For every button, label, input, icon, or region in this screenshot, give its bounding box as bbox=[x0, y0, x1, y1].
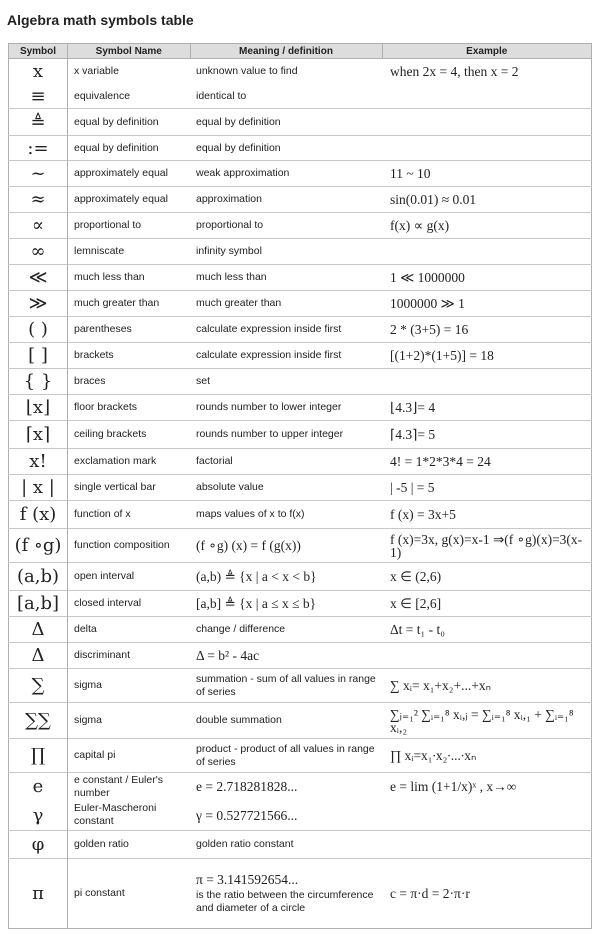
symbol-cell-text: φ bbox=[31, 834, 45, 855]
name-cell-text: floor brackets bbox=[74, 401, 138, 413]
example-cell bbox=[382, 161, 592, 187]
name-cell bbox=[68, 501, 191, 529]
symbol-cell bbox=[9, 773, 68, 801]
symbol-cell-text: Δ bbox=[31, 645, 45, 666]
name-cell bbox=[68, 801, 191, 831]
name-cell-text: brackets bbox=[74, 349, 114, 361]
meaning-cell-text: equal by definition bbox=[196, 141, 281, 154]
example-cell-text: ∑ xᵢ= x₁+x₂+...+xₙ bbox=[390, 678, 491, 693]
name-cell bbox=[68, 109, 191, 136]
example-cell bbox=[382, 421, 592, 449]
name-cell-text: parentheses bbox=[74, 323, 132, 335]
name-cell bbox=[68, 369, 191, 395]
name-cell-text: capital pi bbox=[74, 749, 116, 761]
example-cell bbox=[382, 291, 592, 317]
symbol-cell bbox=[9, 643, 68, 669]
table-row bbox=[9, 239, 592, 265]
name-cell-text: sigma bbox=[74, 679, 103, 691]
name-cell bbox=[68, 187, 191, 213]
symbol-cell-text: ≫ bbox=[28, 293, 48, 314]
symbol-cell-text: x! bbox=[29, 451, 47, 472]
symbol-cell bbox=[9, 136, 68, 161]
example-cell bbox=[382, 529, 592, 563]
example-cell-text: 1000000 ≫ 1 bbox=[390, 296, 465, 311]
name-cell bbox=[68, 343, 191, 369]
example-cell-text: f(x) ∝ g(x) bbox=[390, 218, 450, 233]
symbol-cell bbox=[9, 831, 68, 859]
symbol-cell-text: ( ) bbox=[28, 319, 48, 340]
name-cell bbox=[68, 317, 191, 343]
table-row bbox=[9, 449, 592, 475]
example-cell bbox=[382, 343, 592, 369]
meaning-cell bbox=[190, 187, 382, 213]
symbol-cell-text: ≜ bbox=[30, 111, 46, 133]
meaning-cell bbox=[190, 161, 382, 187]
example-cell bbox=[382, 501, 592, 529]
table-row bbox=[9, 501, 592, 529]
example-cell bbox=[382, 773, 592, 801]
table-row bbox=[9, 773, 592, 801]
example-cell bbox=[382, 395, 592, 421]
example-cell bbox=[382, 859, 592, 929]
symbol-cell bbox=[9, 739, 68, 773]
example-cell bbox=[382, 617, 592, 643]
table-row bbox=[9, 421, 592, 449]
meaning-cell bbox=[190, 109, 382, 136]
meaning-cell-text: maps values of x to f(x) bbox=[196, 508, 305, 520]
name-cell-text: golden ratio bbox=[74, 838, 129, 850]
meaning-cell bbox=[190, 529, 382, 563]
example-cell bbox=[382, 801, 592, 831]
symbol-cell bbox=[9, 265, 68, 291]
example-cell-text: [(1+2)*(1+5)] = 18 bbox=[390, 348, 494, 363]
name-cell-text: pi constant bbox=[74, 887, 125, 899]
example-cell bbox=[382, 643, 592, 669]
example-cell-text: ∑ⱼ₌₁² ∑ᵢ₌₁⁸ xᵢ,ⱼ = ∑ᵢ₌₁⁸ xᵢ,₁ + ∑ᵢ₌₁⁸ xᵢ,₂ bbox=[390, 706, 574, 735]
header-example: Example bbox=[382, 44, 592, 59]
example-cell bbox=[382, 475, 592, 501]
header-symbol: Symbol bbox=[9, 44, 68, 59]
symbol-cell bbox=[9, 501, 68, 529]
table-row bbox=[9, 591, 592, 617]
name-cell bbox=[68, 563, 191, 591]
symbol-cell bbox=[9, 395, 68, 421]
symbol-cell-text: e bbox=[32, 776, 44, 798]
name-cell bbox=[68, 291, 191, 317]
example-cell bbox=[382, 831, 592, 859]
meaning-cell bbox=[190, 739, 382, 773]
meaning-cell bbox=[190, 239, 382, 265]
example-cell bbox=[382, 739, 592, 773]
meaning-cell bbox=[190, 449, 382, 475]
name-cell-text: closed interval bbox=[74, 597, 142, 609]
name-cell bbox=[68, 703, 191, 739]
name-cell bbox=[68, 421, 191, 449]
meaning-cell-text: unknown value to find bbox=[196, 65, 298, 78]
symbol-cell bbox=[9, 801, 68, 831]
table-row bbox=[9, 859, 592, 929]
meaning-cell bbox=[190, 773, 382, 801]
example-cell bbox=[382, 59, 592, 85]
example-cell bbox=[382, 109, 592, 136]
name-cell-text: x variable bbox=[74, 65, 119, 78]
name-cell-text: approximately equal bbox=[74, 167, 168, 179]
symbol-cell-text: γ bbox=[32, 804, 44, 826]
meaning-cell bbox=[190, 859, 382, 929]
table-row bbox=[9, 739, 592, 773]
name-cell-text: function of x bbox=[74, 508, 131, 520]
example-cell-text: ⌈4.3⌉= 5 bbox=[390, 427, 436, 442]
table-row bbox=[9, 801, 592, 831]
symbol-cell-text: ≡ bbox=[30, 85, 46, 107]
example-cell-text: c = π·d = 2·π·r bbox=[390, 886, 470, 901]
name-cell-text: Euler-Mascheroni constant bbox=[74, 802, 157, 828]
meaning-cell bbox=[190, 563, 382, 591]
name-cell bbox=[68, 213, 191, 239]
example-cell bbox=[382, 449, 592, 475]
table-row bbox=[9, 475, 592, 501]
meaning-cell bbox=[190, 501, 382, 529]
meaning-cell-text: (f ∘g) (x) = f (g(x)) bbox=[196, 538, 301, 553]
name-cell bbox=[68, 265, 191, 291]
meaning-cell-text: golden ratio constant bbox=[196, 838, 294, 850]
symbol-cell-text: ∝ bbox=[31, 215, 45, 236]
name-cell bbox=[68, 859, 191, 929]
table-row bbox=[9, 831, 592, 859]
meaning-cell-text: Δ = b² - 4ac bbox=[196, 648, 260, 663]
meaning-cell-text: factorial bbox=[196, 455, 233, 467]
meaning-cell-text: weak approximation bbox=[196, 167, 290, 179]
meaning-cell bbox=[190, 475, 382, 501]
symbol-cell bbox=[9, 529, 68, 563]
example-cell bbox=[382, 369, 592, 395]
symbol-cell-text: [ ] bbox=[28, 345, 48, 366]
symbol-cell bbox=[9, 161, 68, 187]
example-cell bbox=[382, 239, 592, 265]
header-name: Symbol Name bbox=[68, 44, 191, 59]
example-cell-text: sin(0.01) ≈ 0.01 bbox=[390, 192, 477, 207]
meaning-cell bbox=[190, 59, 382, 85]
name-cell-text: approximately equal bbox=[74, 193, 168, 205]
example-cell bbox=[382, 187, 592, 213]
meaning-cell-text: approximation bbox=[196, 193, 262, 205]
symbol-cell-text: (f ∘g) bbox=[14, 535, 62, 556]
example-cell-text: x ∈ [2,6] bbox=[390, 596, 442, 611]
symbol-cell-text: ∞ bbox=[30, 241, 46, 262]
symbol-cell bbox=[9, 475, 68, 501]
example-cell-text: ∏ xᵢ=x₁∙x₂∙...∙xₙ bbox=[390, 748, 477, 763]
example-cell-text: 4! = 1*2*3*4 = 24 bbox=[390, 454, 491, 469]
table-row bbox=[9, 136, 592, 161]
example-cell-text: Δt = t₁ - t₀ bbox=[390, 622, 445, 637]
symbol-cell-text: ∑∑ bbox=[25, 710, 51, 731]
meaning-cell-text: identical to bbox=[196, 89, 247, 102]
table-row bbox=[9, 617, 592, 643]
symbol-cell bbox=[9, 563, 68, 591]
symbol-cell-text: (a,b) bbox=[16, 566, 60, 587]
example-cell bbox=[382, 669, 592, 703]
table-row bbox=[9, 291, 592, 317]
name-cell-text: function composition bbox=[74, 539, 170, 551]
name-cell bbox=[68, 529, 191, 563]
name-cell-text: e constant / Euler's number bbox=[74, 773, 163, 799]
example-cell-text: | -5 | = 5 bbox=[390, 480, 435, 495]
example-cell-text: ⌊4.3⌋= 4 bbox=[390, 400, 436, 415]
symbol-cell-text: ⌈x⌉ bbox=[25, 424, 51, 445]
name-cell bbox=[68, 395, 191, 421]
name-cell-text: single vertical bar bbox=[74, 481, 156, 493]
name-cell-text: sigma bbox=[74, 714, 103, 726]
example-cell-text: x ∈ (2,6) bbox=[390, 569, 442, 584]
example-cell-text: when 2x = 4, then x = 2 bbox=[390, 64, 519, 80]
meaning-cell-text: absolute value bbox=[196, 481, 264, 493]
meaning-cell bbox=[190, 669, 382, 703]
meaning-cell-text: equal by definition bbox=[196, 115, 281, 128]
symbol-cell bbox=[9, 703, 68, 739]
meaning-cell bbox=[190, 213, 382, 239]
symbol-cell bbox=[9, 239, 68, 265]
meaning-cell-text: proportional to bbox=[196, 219, 264, 231]
meaning-cell-text: calculate expression inside first bbox=[196, 323, 342, 335]
name-cell bbox=[68, 773, 191, 801]
table-row bbox=[9, 669, 592, 703]
name-cell-text: equal by definition bbox=[74, 115, 159, 128]
meaning-cell bbox=[190, 395, 382, 421]
symbol-cell-text: Δ bbox=[31, 619, 45, 640]
meaning-cell-text: change / difference bbox=[196, 623, 286, 635]
meaning-cell-text: set bbox=[196, 375, 211, 387]
symbol-cell-text: f (x) bbox=[19, 504, 57, 525]
symbol-cell bbox=[9, 317, 68, 343]
meaning-cell-text: much greater than bbox=[196, 297, 282, 309]
meaning-cell bbox=[190, 343, 382, 369]
name-cell bbox=[68, 136, 191, 161]
meaning-cell bbox=[190, 703, 382, 739]
symbol-cell-text: ∏ bbox=[30, 745, 46, 766]
name-cell bbox=[68, 831, 191, 859]
example-cell-text: 1 ≪ 1000000 bbox=[390, 270, 465, 285]
meaning-cell bbox=[190, 801, 382, 831]
symbols-table bbox=[8, 43, 592, 929]
meaning-cell-text: rounds number to lower integer bbox=[196, 401, 342, 413]
symbol-cell bbox=[9, 291, 68, 317]
symbol-cell-text: | x | bbox=[21, 477, 55, 498]
example-cell-text: 2 * (3+5) = 16 bbox=[390, 322, 469, 337]
name-cell-text: lemniscate bbox=[74, 245, 125, 257]
table-row bbox=[9, 395, 592, 421]
name-cell bbox=[68, 449, 191, 475]
meaning-cell bbox=[190, 591, 382, 617]
name-cell-text: much less than bbox=[74, 271, 145, 283]
header-meaning: Meaning / definition bbox=[190, 44, 382, 59]
meaning-cell-text: product - product of all values in range of series bbox=[196, 742, 375, 768]
name-cell-text: exclamation mark bbox=[74, 455, 157, 467]
name-cell-text: discriminant bbox=[74, 649, 131, 661]
symbol-cell bbox=[9, 421, 68, 449]
name-cell bbox=[68, 739, 191, 773]
meaning-cell bbox=[190, 421, 382, 449]
symbol-cell bbox=[9, 59, 68, 85]
example-cell-text: e = lim (1+1/x)ˣ , x→∞ bbox=[390, 779, 517, 795]
symbol-cell bbox=[9, 343, 68, 369]
symbol-cell-text: := bbox=[27, 137, 49, 159]
symbol-cell-text: π bbox=[32, 883, 44, 904]
example-cell-text: f (x)=3x, g(x)=x-1 ⇒(f ∘g)(x)=3(x-1) bbox=[390, 531, 583, 560]
example-cell bbox=[382, 85, 592, 109]
meaning-cell-text: [a,b] ≜ {x | a ≤ x ≤ b} bbox=[196, 596, 317, 611]
symbol-cell bbox=[9, 187, 68, 213]
meaning-cell bbox=[190, 136, 382, 161]
name-cell-text: ceiling brackets bbox=[74, 428, 147, 440]
symbol-cell bbox=[9, 369, 68, 395]
symbol-cell bbox=[9, 617, 68, 643]
meaning-cell-text: calculate expression inside first bbox=[196, 349, 342, 361]
table-row bbox=[9, 85, 592, 109]
table-row bbox=[9, 265, 592, 291]
meaning-cell bbox=[190, 265, 382, 291]
name-cell bbox=[68, 669, 191, 703]
symbol-cell-text: ⌊x⌋ bbox=[25, 397, 51, 418]
name-cell-text: open interval bbox=[74, 570, 135, 582]
example-cell bbox=[382, 136, 592, 161]
meaning-cell-text: infinity symbol bbox=[196, 245, 262, 257]
meaning-cell bbox=[190, 617, 382, 643]
symbol-cell-text: ~ bbox=[30, 163, 46, 184]
symbol-cell-text: ∑ bbox=[31, 675, 45, 696]
table-row bbox=[9, 161, 592, 187]
name-cell bbox=[68, 59, 191, 85]
table-row bbox=[9, 643, 592, 669]
name-cell-text: equal by definition bbox=[74, 141, 159, 154]
table-row bbox=[9, 343, 592, 369]
name-cell-text: proportional to bbox=[74, 219, 142, 231]
table-row bbox=[9, 703, 592, 739]
name-cell-text: braces bbox=[74, 375, 106, 387]
example-cell-text: f (x) = 3x+5 bbox=[390, 507, 456, 522]
symbol-cell-text: ≪ bbox=[28, 267, 48, 288]
table-row bbox=[9, 109, 592, 136]
name-cell bbox=[68, 85, 191, 109]
table-row bbox=[9, 369, 592, 395]
meaning-cell bbox=[190, 317, 382, 343]
meaning-cell bbox=[190, 85, 382, 109]
name-cell bbox=[68, 161, 191, 187]
symbol-cell bbox=[9, 213, 68, 239]
name-cell bbox=[68, 239, 191, 265]
symbol-cell-text: { } bbox=[23, 371, 53, 392]
meaning-cell-text: summation - sum of all values in range of series bbox=[196, 672, 376, 698]
meaning-cell bbox=[190, 643, 382, 669]
symbol-cell bbox=[9, 109, 68, 136]
symbol-cell-text: x bbox=[32, 61, 44, 83]
name-cell-text: equivalence bbox=[74, 89, 131, 102]
table-row bbox=[9, 187, 592, 213]
meaning-cell-text: much less than bbox=[196, 271, 267, 283]
name-cell bbox=[68, 591, 191, 617]
table-row bbox=[9, 59, 592, 85]
example-cell bbox=[382, 591, 592, 617]
name-cell-text: much greater than bbox=[74, 297, 160, 309]
symbol-cell bbox=[9, 85, 68, 109]
meaning-cell-text: (a,b) ≜ {x | a < x < b} bbox=[196, 569, 317, 584]
example-cell bbox=[382, 563, 592, 591]
table-row bbox=[9, 213, 592, 239]
symbol-cell-text: ≈ bbox=[30, 189, 46, 210]
page-title: Algebra math symbols table bbox=[7, 12, 194, 28]
name-cell bbox=[68, 617, 191, 643]
symbol-cell bbox=[9, 449, 68, 475]
meaning-detail-text: is the ratio between the circumference and diameter of a circle bbox=[196, 888, 374, 914]
symbol-cell bbox=[9, 591, 68, 617]
name-cell-text: delta bbox=[74, 623, 97, 635]
example-cell bbox=[382, 265, 592, 291]
symbol-cell bbox=[9, 669, 68, 703]
example-cell-text: 11 ~ 10 bbox=[390, 166, 431, 181]
example-cell bbox=[382, 703, 592, 739]
symbol-cell-text: [a,b] bbox=[16, 593, 60, 614]
meaning-cell-text: γ = 0.527721566... bbox=[196, 807, 298, 823]
meaning-cell-text: double summation bbox=[196, 714, 282, 726]
example-cell bbox=[382, 213, 592, 239]
meaning-cell bbox=[190, 369, 382, 395]
example-cell bbox=[382, 317, 592, 343]
meaning-cell bbox=[190, 291, 382, 317]
meaning-cell-text: π = 3.141592654... bbox=[196, 871, 299, 887]
table-row bbox=[9, 563, 592, 591]
name-cell bbox=[68, 475, 191, 501]
table-row bbox=[9, 317, 592, 343]
meaning-cell-text: rounds number to upper integer bbox=[196, 428, 344, 440]
meaning-cell-text: e = 2.718281828... bbox=[196, 779, 298, 795]
symbol-cell bbox=[9, 859, 68, 929]
name-cell bbox=[68, 643, 191, 669]
table-row bbox=[9, 529, 592, 563]
meaning-cell bbox=[190, 831, 382, 859]
